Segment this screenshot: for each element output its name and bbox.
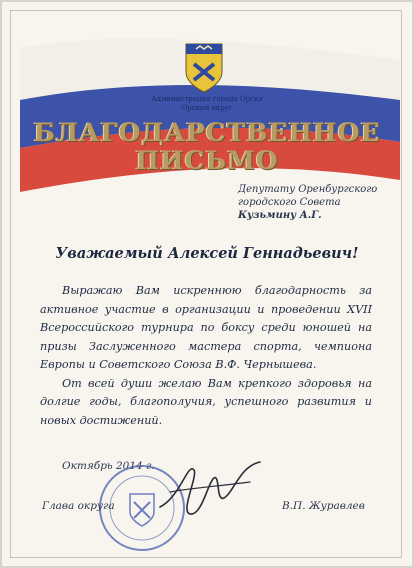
body-paragraph-1: Выражаю Вам искреннюю благодарность за активное участие в организации и проведении XVII Всероссийского турнира по боксу среди юношей на призы Заслуженного мастера спорта, чемпиона Европы и Советского Союза В.Ф. Чернышева. — [40, 284, 372, 371]
letter-body — [40, 282, 372, 430]
org-name-line1: Администрация города Орска — [151, 95, 263, 103]
letter-date: Октябрь 2014 г. — [62, 460, 155, 472]
signatory-position: Глава округа — [42, 500, 115, 512]
document-title-line2: ПИСЬМО — [135, 146, 279, 175]
signatory-name: В.П. Журавлев — [282, 500, 365, 512]
handwritten-signature-icon — [150, 452, 270, 522]
organization-name — [100, 95, 314, 113]
addressee-line1: Депутату Оренбургского — [238, 184, 378, 195]
body-paragraph-2: От всей души желаю Вам крепкого здоровья на долгие годы, благополучия, успешного развития и новых достижений. — [40, 376, 372, 427]
greeting: Уважаемый Алексей Геннадьевич! — [55, 245, 359, 262]
addressee-line2: городского Совета — [238, 197, 341, 208]
document-title-line1: БЛАГОДАРСТВЕННОЕ — [33, 118, 381, 147]
city-coat-of-arms-icon — [182, 40, 226, 94]
addressee-name: Кузьмину А.Г. — [238, 210, 322, 221]
addressee-block — [238, 183, 388, 222]
org-name-line2: Орский округ — [181, 104, 233, 112]
